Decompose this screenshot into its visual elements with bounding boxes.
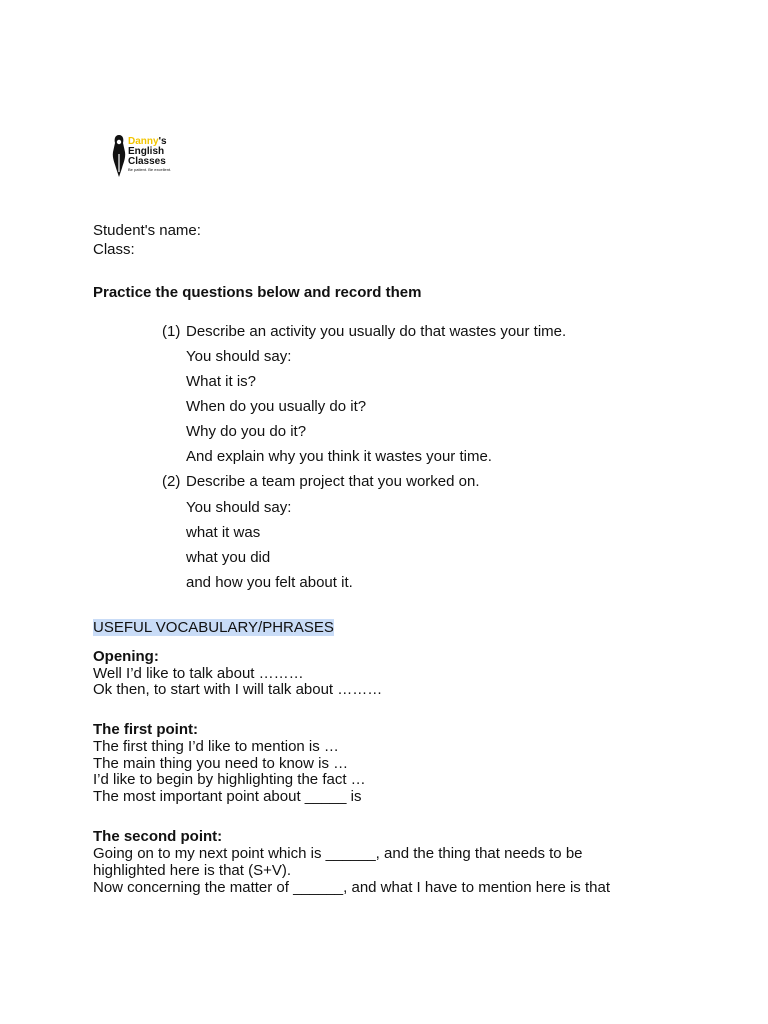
question-2-number: (2)	[162, 473, 181, 490]
class-label: Class:	[93, 241, 135, 258]
question-1-line: You should say:	[186, 348, 292, 365]
question-2-line: what it was	[186, 524, 261, 541]
section-first-point-line: The first thing I’d like to mention is …	[93, 738, 339, 755]
question-1-prompt: Describe an activity you usually do that wastes your time.	[186, 323, 567, 340]
logo-wordmark	[128, 137, 171, 173]
school-logo	[110, 134, 192, 180]
section-first-point-title: The first point:	[93, 721, 198, 738]
section-first-point-line: I’d like to begin by highlighting the fact …	[93, 771, 366, 788]
logo-brand: Danny	[128, 136, 159, 147]
section-second-point-line: Going on to my next point which is ______, and the thing that needs to be	[93, 845, 583, 862]
question-2-line: and how you felt about it.	[186, 574, 353, 591]
logo-brand-suffix: 's	[158, 136, 167, 147]
section-second-point-line: Now concerning the matter of ______, and what I have to mention here is that	[93, 879, 610, 896]
logo-line3: Classes	[128, 156, 166, 167]
question-1-line: When do you usually do it?	[186, 398, 367, 415]
logo-tagline: Be patient. Be excellent.	[128, 167, 172, 172]
instruction-heading: Practice the questions below and record them	[93, 284, 422, 301]
question-1-line: And explain why you think it wastes your time.	[186, 448, 492, 465]
section-first-point-line: The most important point about _____ is	[93, 788, 362, 805]
section-first-point-line: The main thing you need to know is …	[93, 755, 349, 772]
section-second-point-line: highlighted here is that (S+V).	[93, 862, 292, 879]
question-2-line: what you did	[186, 549, 271, 566]
question-2-prompt: Describe a team project that you worked on.	[186, 473, 480, 490]
logo-line2: English	[128, 146, 165, 157]
question-1-line: What it is?	[186, 373, 257, 390]
section-opening-title: Opening:	[93, 648, 159, 665]
question-1-number: (1)	[162, 323, 181, 340]
section-opening-line: Ok then, to start with I will talk about ………	[93, 681, 383, 698]
section-second-point-title: The second point:	[93, 828, 223, 845]
student-name-label: Student's name:	[93, 222, 201, 239]
question-2-line: You should say:	[186, 499, 292, 516]
vocab-heading: USEFUL VOCABULARY/PHRASES	[93, 619, 334, 636]
question-1-line: Why do you do it?	[186, 423, 307, 440]
section-opening-line: Well I’d like to talk about ………	[93, 665, 304, 682]
pen-nib-icon	[110, 134, 128, 178]
